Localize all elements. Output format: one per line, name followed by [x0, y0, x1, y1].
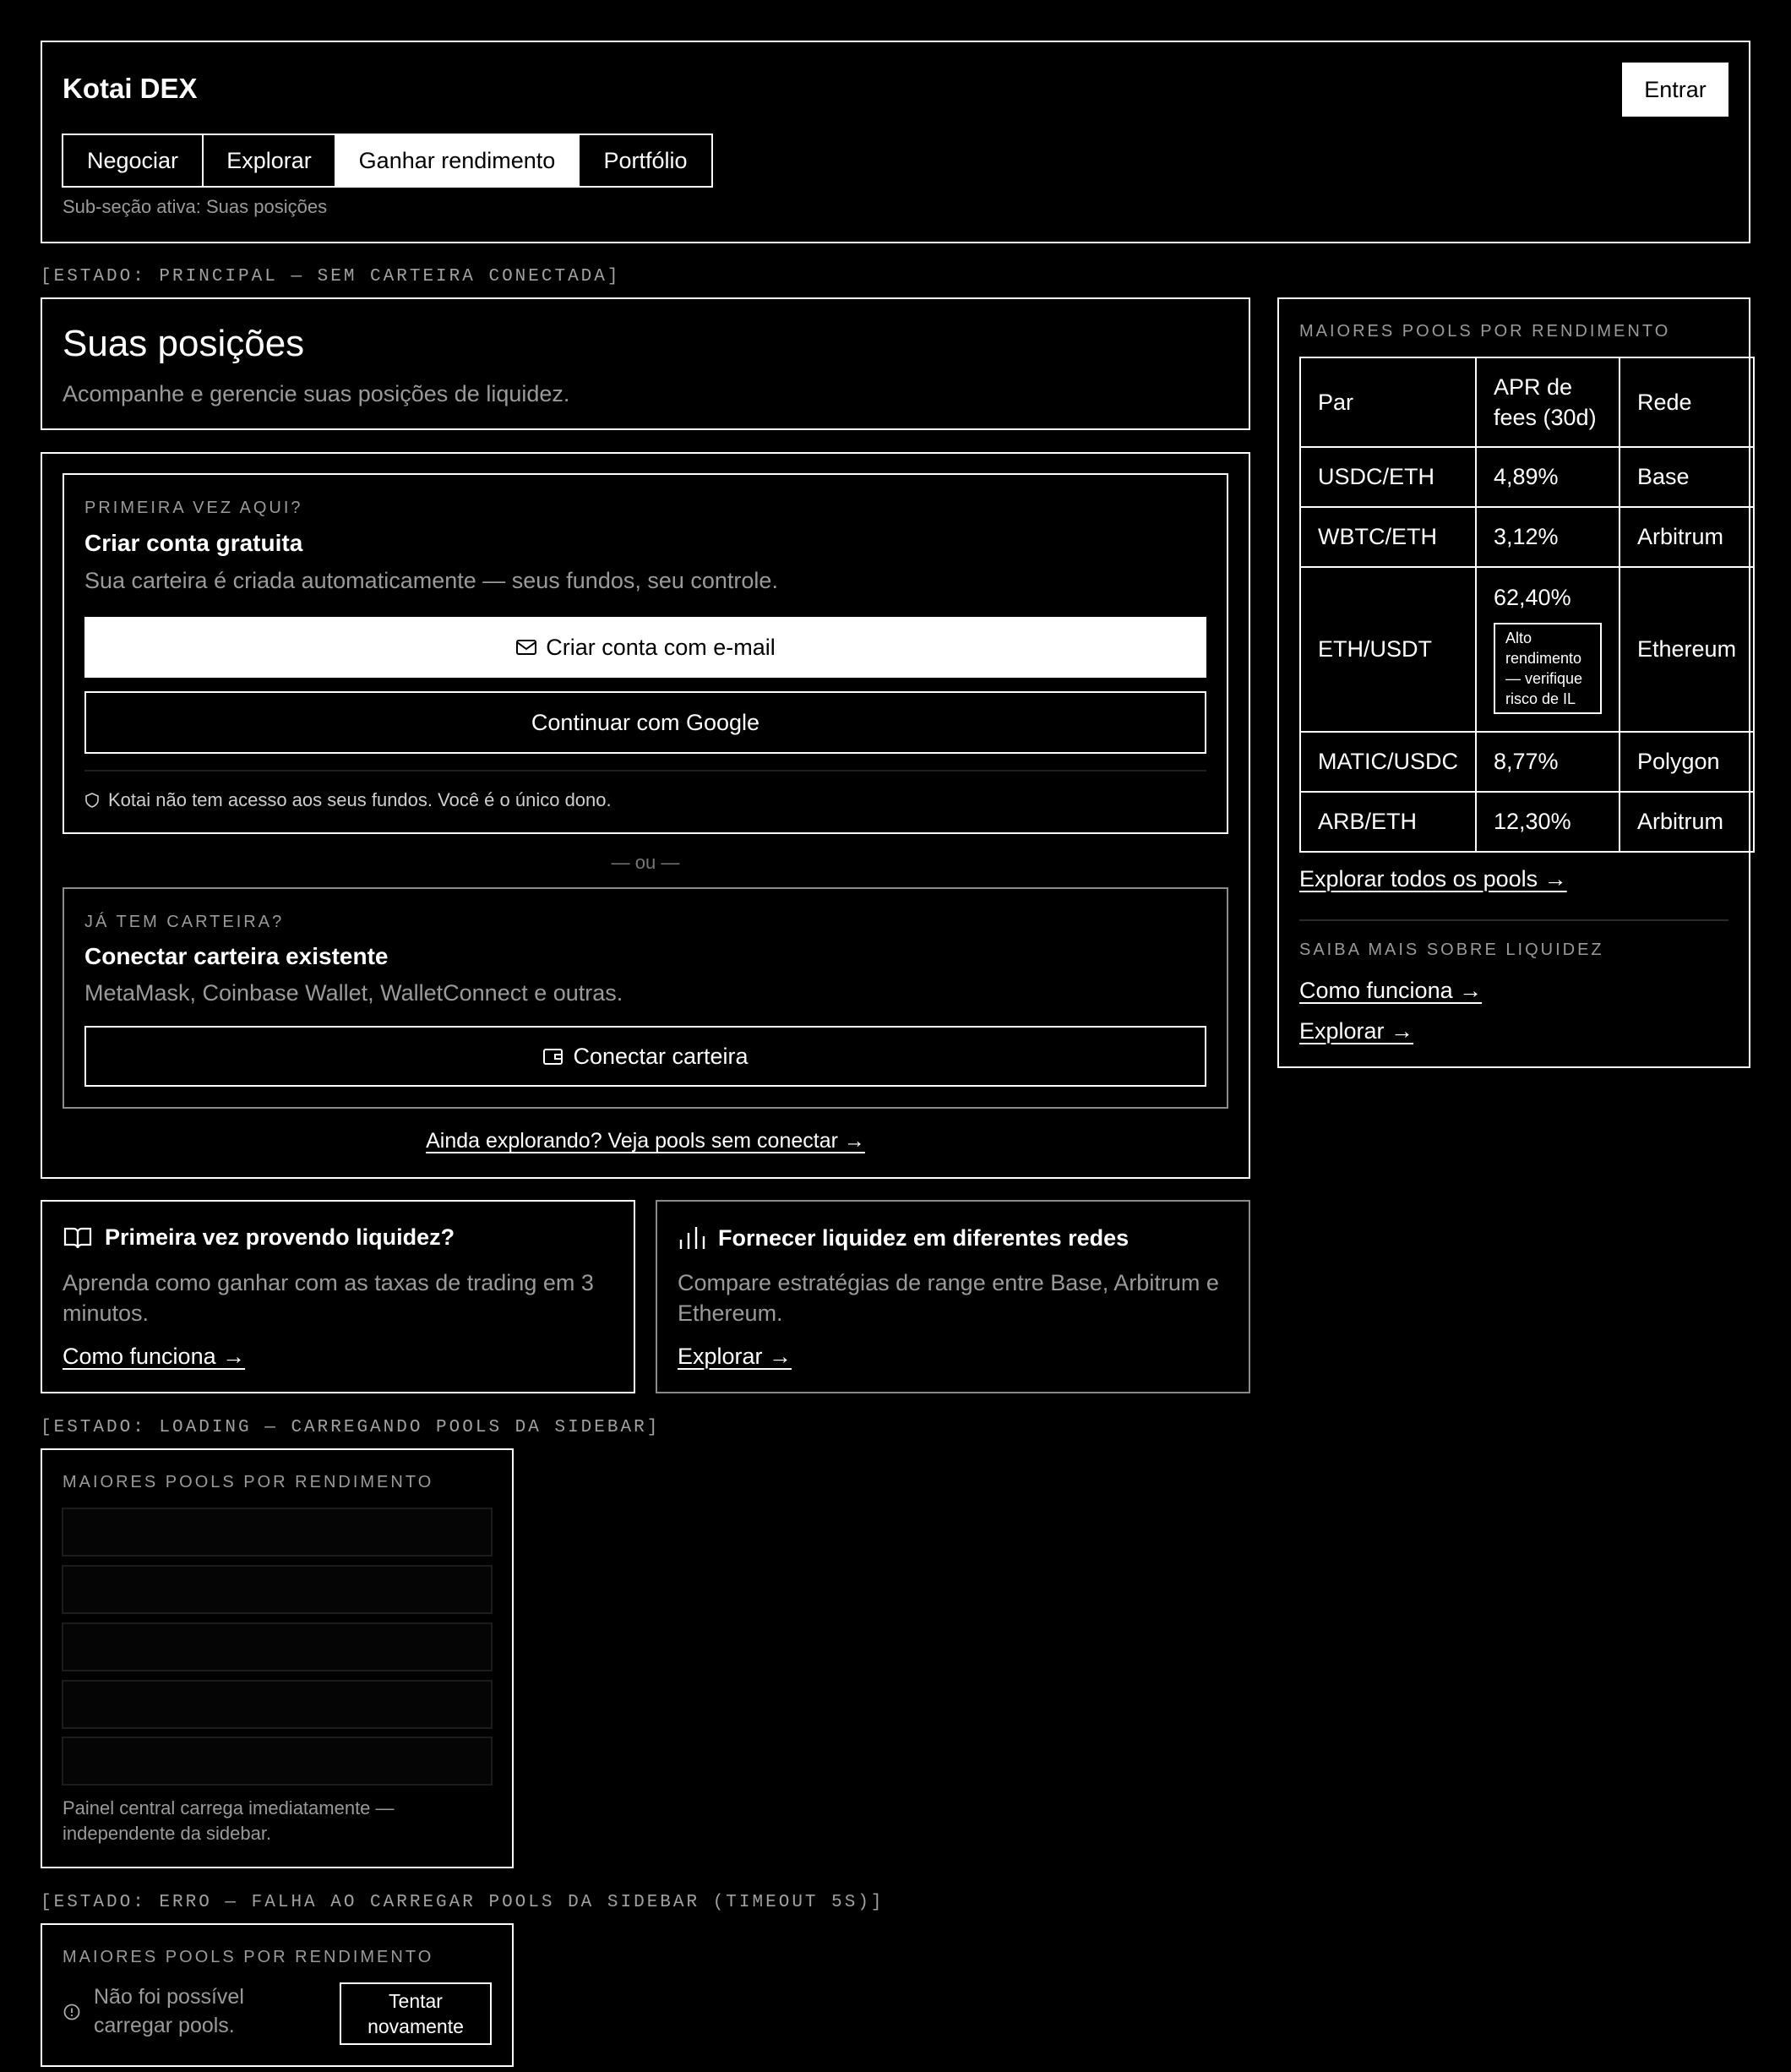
pair-cell: MATIC/USDC [1300, 732, 1476, 792]
error-title: MAIORES POOLS POR RENDIMENTO [63, 1948, 434, 1966]
skeleton-row [62, 1508, 493, 1557]
sidebar-explore-link[interactable]: Explorar → [1299, 1018, 1414, 1044]
pair-cell: USDC/ETH [1300, 447, 1476, 507]
login-button[interactable]: Entrar [1622, 63, 1728, 117]
learn-more-title: SAIBA MAIS SOBRE LIQUIDEZ [1299, 941, 1604, 959]
table-row[interactable] [1300, 567, 1754, 732]
table-row[interactable] [1300, 792, 1754, 852]
security-note [84, 789, 612, 811]
sidebar-title: MAIORES POOLS POR RENDIMENTO [1299, 322, 1671, 341]
loading-note: Painel central carrega imediatamente — independente da sidebar. [63, 1797, 395, 1844]
connect-eyebrow: JÁ TEM CARTEIRA? [84, 913, 285, 931]
column-header-network: Rede [1620, 357, 1754, 447]
apr-cell: 3,12% [1476, 507, 1620, 567]
card-description: Aprenda como ganhar com as taxas de trading em 3 minutos. [63, 1270, 594, 1326]
how-it-works-link[interactable]: Como funciona → [63, 1344, 246, 1369]
network-cell: Ethereum [1620, 567, 1754, 732]
card-title-row [63, 1224, 455, 1251]
tab-ganhar-rendimento[interactable]: Ganhar rendimento [335, 134, 580, 188]
explore-pools-link[interactable]: Ainda explorando? Veja pools sem conectar → [426, 1129, 865, 1153]
skeleton-row [62, 1565, 493, 1614]
network-cell: Base [1620, 447, 1754, 507]
state-label-loading: [ESTADO: LOADING — CARREGANDO POOLS DA SIDEBAR] [41, 1418, 661, 1437]
network-cell: Polygon [1620, 732, 1754, 792]
column-header-pair: Par [1300, 357, 1476, 447]
explore-without-connect [63, 1129, 1228, 1153]
card-title: Primeira vez provendo liquidez? [105, 1224, 455, 1250]
column-header-apr: APR de fees (30d) [1476, 357, 1620, 447]
connect-wallet-button[interactable] [84, 1026, 1206, 1087]
retry-button[interactable]: Tentar novamente [340, 1982, 492, 2045]
table-row[interactable] [1300, 447, 1754, 507]
card-title: Fornecer liquidez em diferentes redes [718, 1224, 1130, 1251]
high-yield-warning: Alto rendimento — verifique risco de IL [1494, 623, 1602, 714]
pair-cell: WBTC/ETH [1300, 507, 1476, 567]
table-header-row [1300, 357, 1754, 447]
network-cell: Arbitrum [1620, 507, 1754, 567]
state-label-error: [ESTADO: ERRO — FALHA AO CARREGAR POOLS DA SIDEBAR (TIMEOUT 5S)] [41, 1893, 885, 1912]
sidebar-how-it-works-link[interactable]: Como funciona → [1299, 978, 1483, 1003]
apr-cell: 4,89% [1476, 447, 1620, 507]
skeleton-row [62, 1622, 493, 1671]
bar-chart-icon [678, 1224, 706, 1251]
brand-logo[interactable]: Kotai DEX [63, 73, 198, 104]
signup-title: Criar conta gratuita [84, 530, 303, 556]
page-subtitle: Acompanhe e gerencie suas posições de liquidez. [63, 381, 570, 406]
wallet-icon [542, 1046, 564, 1066]
create-email-account-label: Criar conta com e-mail [546, 634, 776, 660]
alert-circle-icon [63, 2003, 81, 2021]
mail-icon [515, 638, 537, 657]
connect-wallet-label: Conectar carteira [573, 1043, 749, 1069]
explore-link[interactable]: Explorar → [678, 1344, 792, 1369]
apr-value: 62,40% [1494, 585, 1571, 610]
signup-divider [84, 770, 1206, 772]
book-icon [63, 1225, 93, 1251]
skeleton-row [62, 1737, 493, 1786]
connect-title: Conectar carteira existente [84, 943, 389, 969]
error-message: Não foi possível carregar pools. [94, 1985, 244, 2037]
security-note-text: Kotai não tem acesso aos seus fundos. Você é o único dono. [108, 789, 612, 810]
network-cell: Arbitrum [1620, 792, 1754, 852]
or-divider: — ou — [611, 852, 680, 873]
sidebar-divider [1299, 919, 1728, 921]
continue-google-button[interactable]: Continuar com Google [84, 691, 1206, 754]
table-row[interactable] [1300, 732, 1754, 792]
tab-portfolio[interactable]: Portfólio [578, 134, 713, 188]
pools-table [1299, 357, 1755, 853]
active-subsection: Sub-seção ativa: Suas posições [63, 196, 328, 217]
shield-icon [84, 792, 100, 809]
loading-title: MAIORES POOLS POR RENDIMENTO [63, 1473, 434, 1491]
card-description: Compare estratégias de range entre Base, Arbitrum e Ethereum. [678, 1270, 1219, 1326]
signup-description: Sua carteira é criada automaticamente — seus fundos, seu controle. [84, 568, 778, 593]
card-title-row [678, 1224, 1129, 1251]
apr-cell: 8,77% [1476, 732, 1620, 792]
apr-cell: 12,30% [1476, 792, 1620, 852]
skeleton-row [62, 1680, 493, 1729]
create-email-account-button[interactable] [84, 617, 1206, 678]
pair-cell: ETH/USDT [1300, 567, 1476, 732]
pair-cell: ARB/ETH [1300, 792, 1476, 852]
signup-eyebrow: PRIMEIRA VEZ AQUI? [84, 499, 303, 517]
connect-description: MetaMask, Coinbase Wallet, WalletConnect e outras. [84, 980, 623, 1006]
main-tabs [62, 134, 713, 188]
tab-negociar[interactable]: Negociar [62, 134, 204, 188]
table-row[interactable] [1300, 507, 1754, 567]
tab-explorar[interactable]: Explorar [202, 134, 336, 188]
state-label-main: [ESTADO: PRINCIPAL — SEM CARTEIRA CONECTADA] [41, 267, 621, 286]
page-title: Suas posições [63, 323, 305, 364]
apr-cell [1476, 567, 1620, 732]
explore-all-pools-link[interactable]: Explorar todos os pools → [1299, 866, 1567, 892]
